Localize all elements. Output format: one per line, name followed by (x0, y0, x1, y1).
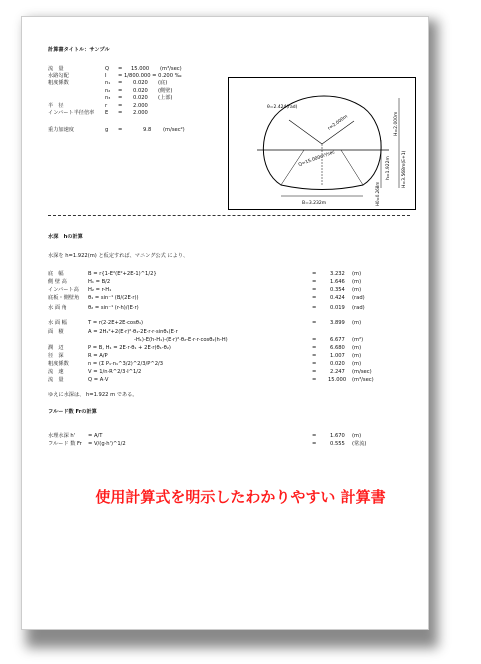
calc-equals: = (312, 295, 317, 301)
param-equals: = (118, 66, 123, 72)
param-symbol: r (105, 103, 108, 109)
height-label: H=2.000m (394, 111, 399, 136)
froude-equals: = (312, 441, 317, 447)
param-equals: = (118, 110, 123, 116)
calc-result: 0.424 (330, 295, 345, 301)
calc-unit: (m²) (352, 337, 364, 343)
calc-equals: = (312, 305, 317, 311)
calc-unit: (m) (352, 345, 362, 351)
param-symbol: n₃ (105, 95, 111, 101)
calc-formula: T = r(2·2E+2E·cosθ₁) (88, 320, 144, 326)
calc-unit: (rad) (352, 295, 365, 301)
param-symbol: n₁ (105, 80, 111, 86)
froude-unit: (m) (352, 433, 362, 439)
calc-formula-continued: -H₁)-E(h-H₁)-(E·r)²·θ₂-E·r·r·cosθ₂(h-H) (134, 337, 228, 343)
flow-label: Q=15.000m³/sec (297, 150, 336, 168)
param-value: 1/800.000 = 0.200 ‰ (124, 73, 182, 79)
calc-equals: = (312, 320, 317, 326)
calc-unit: (m) (352, 320, 362, 326)
calc-equals: = (312, 361, 317, 367)
calc-result: 2.247 (330, 369, 345, 375)
froude-result: 0.555 (330, 441, 345, 447)
param-label: 粗度係数 (48, 80, 69, 86)
calc-label: 水 面 角 (48, 305, 67, 311)
calc-equals: = (312, 345, 317, 351)
calc-result: 3.232 (330, 271, 345, 277)
calc-equals: = (312, 337, 317, 343)
calc-equals: = (312, 271, 317, 277)
gravity-unit: (m/sec²) (163, 127, 185, 133)
calc-label: インバート高 (48, 287, 79, 293)
calc-label: 潤 辺 (48, 345, 64, 351)
calc-label: 流 速 (48, 369, 64, 375)
calc-equals: = (312, 369, 317, 375)
param-value: 0.020 (133, 80, 148, 86)
calc-formula: A = 2H₁²+2(E·r)²·θ₁-2E·r·r·sinθ₁(E·r (88, 329, 178, 335)
calc-result: 6.677 (330, 337, 345, 343)
conclusion-text: ゆえに水深は、 h=1.922 m である。 (48, 392, 138, 398)
calc-unit: (m) (352, 287, 362, 293)
param-equals: = (118, 95, 123, 101)
calc-result: 0.020 (330, 361, 345, 367)
calc-formula: θ₂ = sin⁻¹ (r-h)/(E·r) (88, 305, 139, 311)
param-value: 2.000 (133, 103, 148, 109)
calc-label: 面 積 (48, 329, 64, 335)
param-equals: = (118, 88, 123, 94)
froude-label: フルード 数 Fr (48, 441, 82, 447)
calc-formula: n = (Σ P₁·n₁^3/2)^2/3/P^2/3 (88, 361, 164, 367)
calc-equals: = (312, 377, 317, 383)
param-unit: (m³/sec) (160, 66, 182, 72)
calc-label: 流 量 (48, 377, 64, 383)
param-equals: = (118, 80, 123, 86)
calc-unit: (m³/sec) (352, 377, 374, 383)
h0-label: H0=0.268m (375, 181, 380, 206)
calc-unit: (m/sec) (352, 369, 372, 375)
calc-equals: = (312, 353, 317, 359)
cross-section-svg (229, 78, 415, 209)
calc-result: 0.019 (330, 305, 345, 311)
calc-formula: Q = A·V (88, 377, 109, 383)
calc-result: 3.899 (330, 320, 345, 326)
width-label: B=3.232m (302, 201, 327, 206)
param-value: 0.020 (133, 95, 148, 101)
param-value: 0.020 (133, 88, 148, 94)
calc-formula: θ₁ = sin⁻¹ (B/(2E·r)) (88, 295, 139, 301)
param-equals: = (118, 103, 123, 109)
calc-result: 1.646 (330, 279, 345, 285)
param-label: 半 径 (48, 103, 64, 109)
section-heading: 水深 hの計算 (48, 234, 83, 240)
froude-equals: = (312, 433, 317, 439)
param-symbol: Q (105, 66, 110, 72)
calc-unit: (m) (352, 361, 362, 367)
gravity-symbol: g (105, 127, 109, 133)
theta-label: θ=2.424(rad) (267, 105, 298, 110)
calc-label: 粗度係数 (48, 361, 69, 367)
calc-label: 水 面 幅 (48, 320, 67, 326)
gravity-label: 重力加速度 (48, 127, 74, 133)
calc-result: 0.354 (330, 287, 345, 293)
depth-label: h=1.922m (386, 156, 391, 180)
param-unit: (上部) (158, 95, 173, 101)
calc-label: 側 壁 高 (48, 279, 67, 285)
calc-label: 底板・側壁角 (48, 295, 80, 301)
froude-heading: フルード数 Frの計算 (48, 409, 97, 415)
param-equals: = (118, 73, 123, 79)
froude-formula: = V/(g·h')^1/2 (88, 441, 126, 447)
param-label: インバート半径倍率 (48, 110, 95, 116)
calc-equals: = (312, 279, 317, 285)
assumption-text: 水深を h=1.922(m) と仮定すれば、マニング公式 により、 (48, 253, 189, 259)
froude-unit: (常流) (352, 441, 367, 447)
calc-formula: P = B, H₁ = 2E·r·θ₁ + 2E·r(θ₁-θ₂) (88, 345, 171, 351)
param-value: 15.000 (131, 66, 150, 72)
total-height-label: H=3.568m(E+1) (402, 150, 407, 188)
calc-result: 1.007 (330, 353, 345, 359)
froude-label: 水理水深 h' (48, 433, 76, 439)
calc-unit: (rad) (352, 305, 365, 311)
calc-label: 径 深 (48, 353, 64, 359)
cross-section-diagram (228, 77, 416, 210)
param-symbol: E (105, 110, 109, 116)
angle-line (289, 120, 322, 144)
calc-formula: H₁ = B/2 (88, 279, 111, 285)
param-label: 流 量 (48, 66, 64, 72)
param-value: 2.000 (133, 110, 148, 116)
param-label: 水路勾配 (48, 73, 69, 79)
calc-formula: H₂ = r-H₁ (88, 287, 112, 293)
calc-formula: V = 1/n·R^2/3·I^1/2 (88, 369, 142, 375)
gravity-equals: = (118, 127, 123, 133)
section-divider (48, 215, 410, 216)
document-title: 計算書タイトル：サンプル (48, 47, 110, 53)
calc-label: 底 幅 (48, 271, 64, 277)
calc-unit: (m) (352, 271, 362, 277)
calc-formula: B = r{1-E²(E²+2E-1)^1/2} (88, 271, 157, 277)
param-unit: (側壁) (158, 88, 173, 94)
calc-result: 15.000 (328, 377, 347, 383)
param-unit: (底) (158, 80, 168, 86)
calc-result: 6.680 (330, 345, 345, 351)
calc-equals: = (312, 287, 317, 293)
param-symbol: I (105, 73, 107, 79)
invert-line-right (341, 150, 363, 185)
calc-unit: (m) (352, 353, 362, 359)
froude-result: 1.670 (330, 433, 345, 439)
froude-formula: = A/T (88, 433, 103, 439)
gravity-value: 9.8 (143, 127, 152, 133)
radius-label: r=2.000m (327, 114, 349, 132)
calc-formula: R = A/P (88, 353, 108, 359)
promo-caption: 使用計算式を明示したわかりやすい 計算書 (95, 488, 386, 506)
calc-unit: (m) (352, 279, 362, 285)
param-symbol: n₂ (105, 88, 111, 94)
